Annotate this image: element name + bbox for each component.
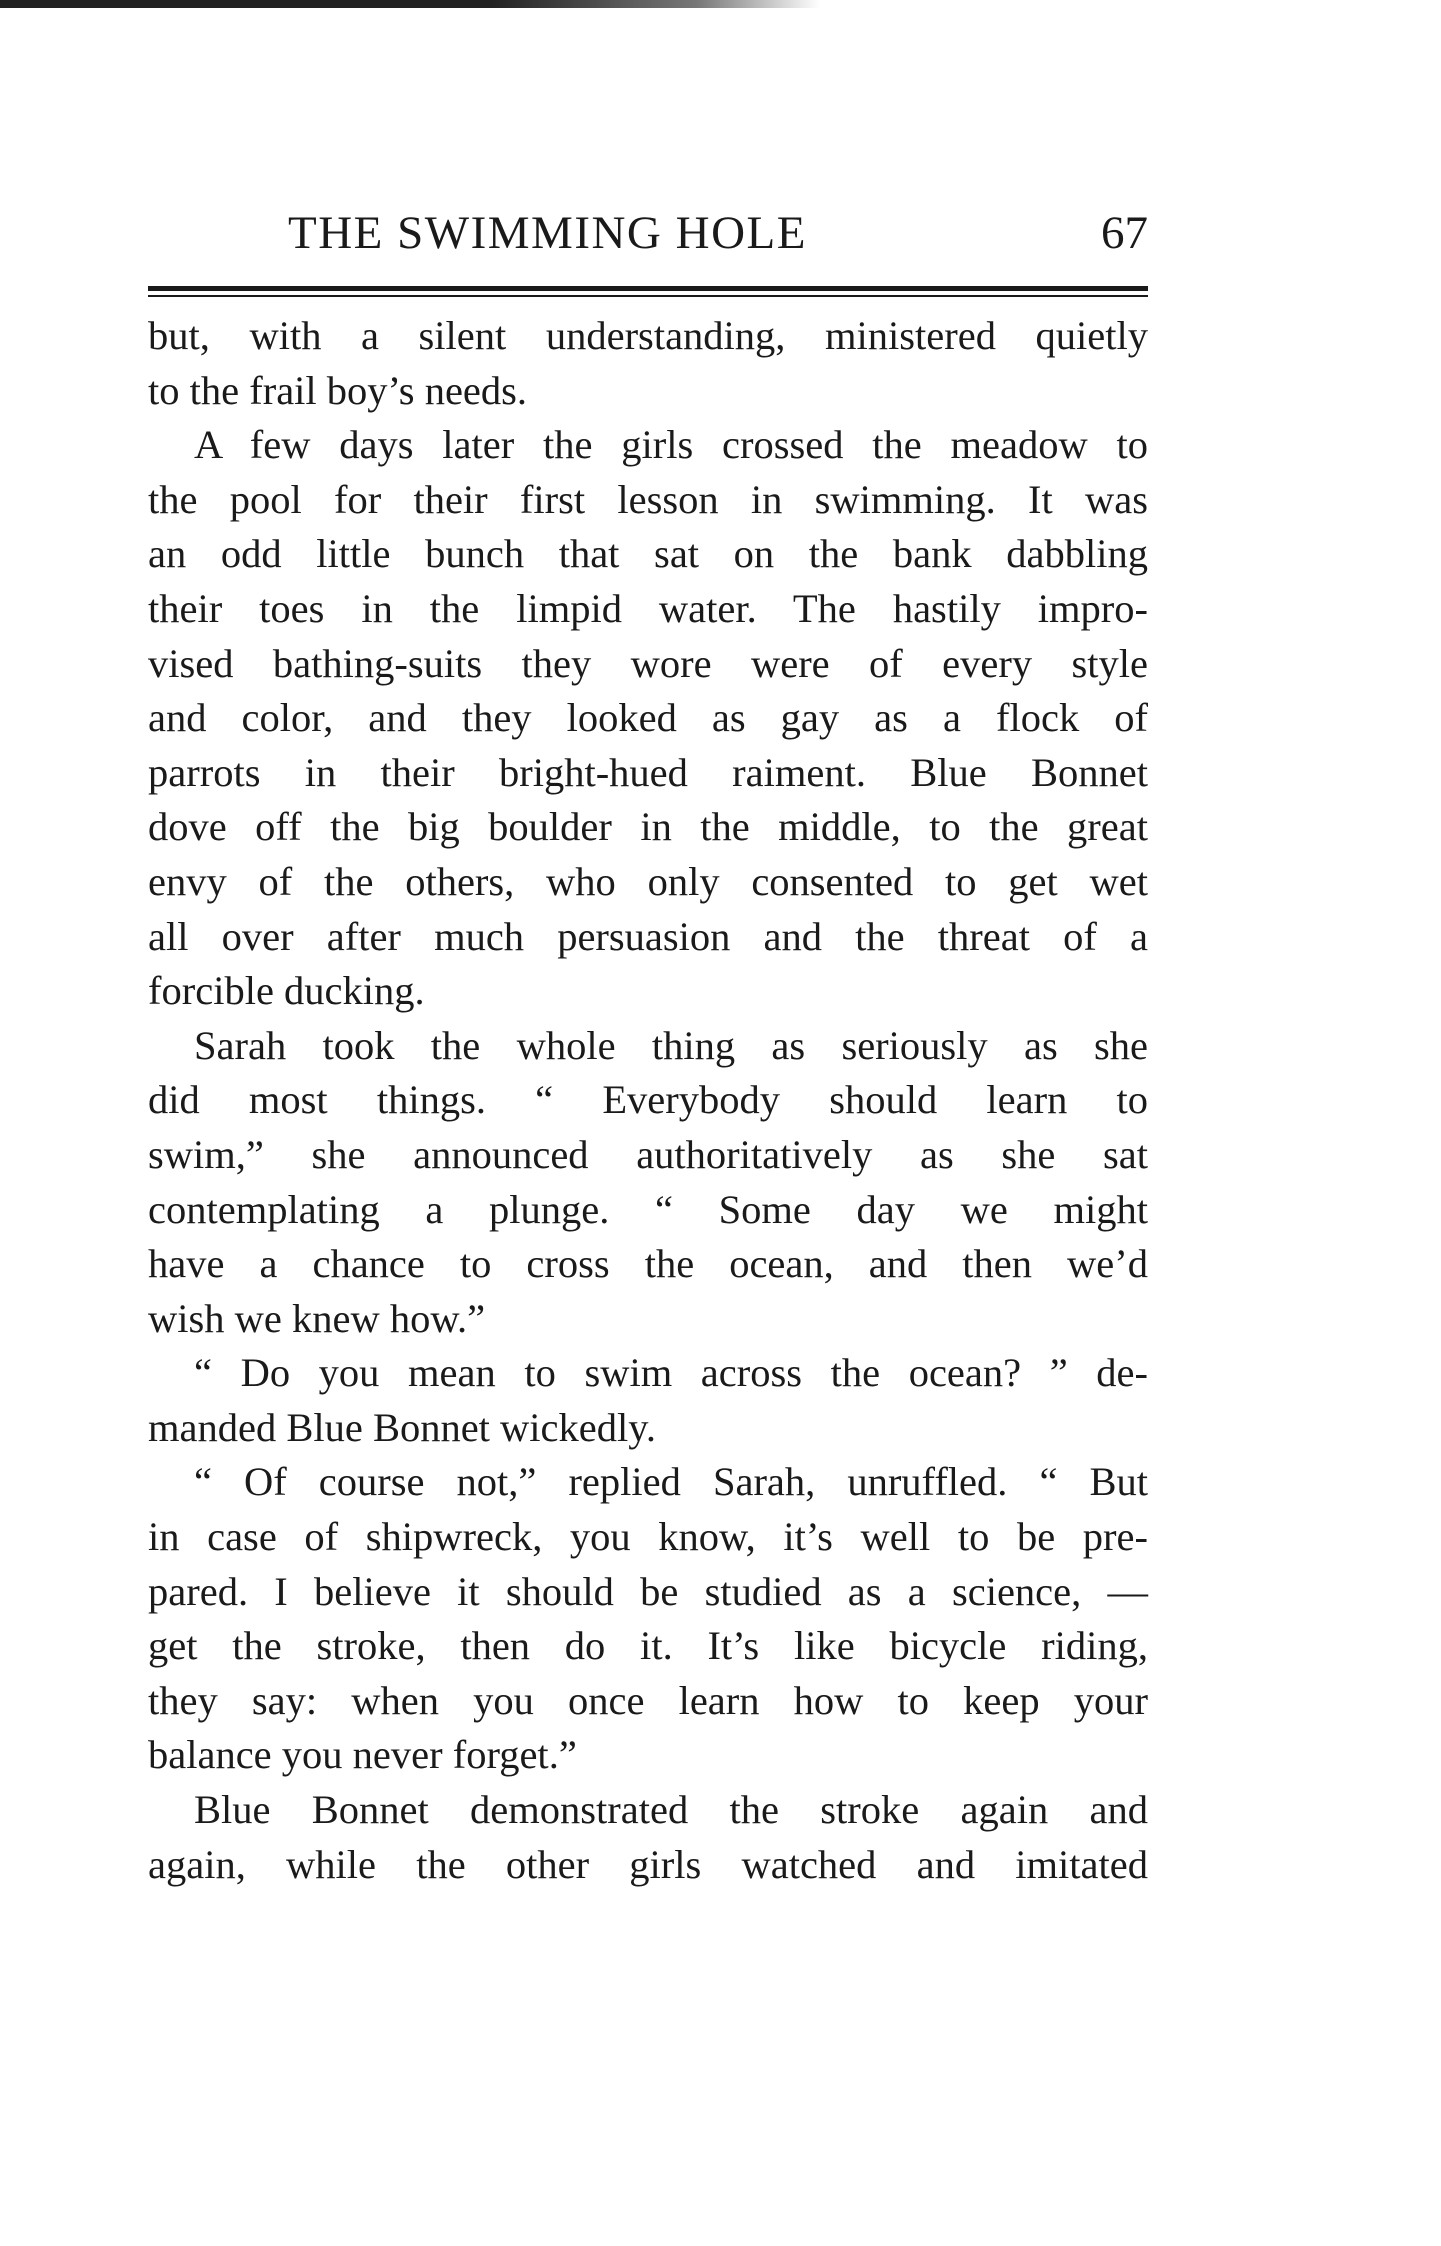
text-line: to the frail boy’s needs. — [148, 367, 528, 413]
chapter-title: THE SWIMMING HOLE — [288, 207, 807, 259]
text-line: Blue Bonnet demonstrated the stroke again and — [194, 1787, 1148, 1833]
text-line: all over after much persuasion and the threat of a — [148, 913, 1148, 959]
text-line: balance you never forget.” — [148, 1732, 577, 1778]
text-line: contemplating a plunge. “ Some day we might — [148, 1186, 1148, 1232]
text-line: swim,” she announced authoritatively as she sat — [148, 1131, 1148, 1177]
text-line: get the stroke, then do it. It’s like bicycle riding, — [148, 1623, 1148, 1669]
header-rule-thick — [148, 286, 1148, 291]
text-line: their toes in the limpid water. The hastily impro- — [148, 585, 1148, 631]
top-edge-rule — [0, 0, 820, 8]
text-line: they say: when you once learn how to keep your — [148, 1677, 1148, 1723]
text-line: forcible ducking. — [148, 968, 425, 1014]
text-line: and color, and they looked as gay as a flock of — [148, 695, 1148, 741]
text-line: the pool for their first lesson in swimming. It was — [148, 476, 1148, 522]
text-line: dove off the big boulder in the middle, to the great — [148, 804, 1148, 850]
text-line: “ Of course not,” replied Sarah, unruffled. “ But — [194, 1459, 1148, 1505]
text-line: did most things. “ Everybody should learn to — [148, 1077, 1148, 1123]
text-line: pared. I believe it should be studied as a science, — — [148, 1568, 1148, 1614]
body-text — [148, 309, 1148, 1892]
text-line: an odd little bunch that sat on the bank dabbling — [148, 531, 1148, 577]
text-line: envy of the others, who only consented to get wet — [148, 858, 1148, 904]
running-header — [148, 206, 1148, 274]
book-page — [148, 206, 1148, 1892]
text-line: again, while the other girls watched and imitated — [148, 1841, 1148, 1887]
text-line: but, with a silent understanding, ministered quietly — [148, 313, 1148, 358]
text-line: have a chance to cross the ocean, and then we’d — [148, 1241, 1148, 1287]
text-line: “ Do you mean to swim across the ocean? ” de- — [194, 1350, 1148, 1396]
page-number: 67 — [1101, 207, 1148, 259]
text-line: parrots in their bright-hued raiment. Blue Bonnet — [148, 749, 1148, 795]
text-line: manded Blue Bonnet wickedly. — [148, 1404, 657, 1450]
text-line: Sarah took the whole thing as seriously as she — [194, 1022, 1148, 1068]
text-line: A few days later the girls crossed the meadow to — [194, 422, 1148, 468]
text-line: vised bathing-suits they wore were of every style — [148, 640, 1148, 686]
text-line: in case of shipwreck, you know, it’s well to be pre- — [148, 1514, 1148, 1560]
header-double-rule — [148, 286, 1148, 297]
text-line: wish we knew how.” — [148, 1295, 486, 1341]
header-rule-thin — [148, 295, 1148, 297]
